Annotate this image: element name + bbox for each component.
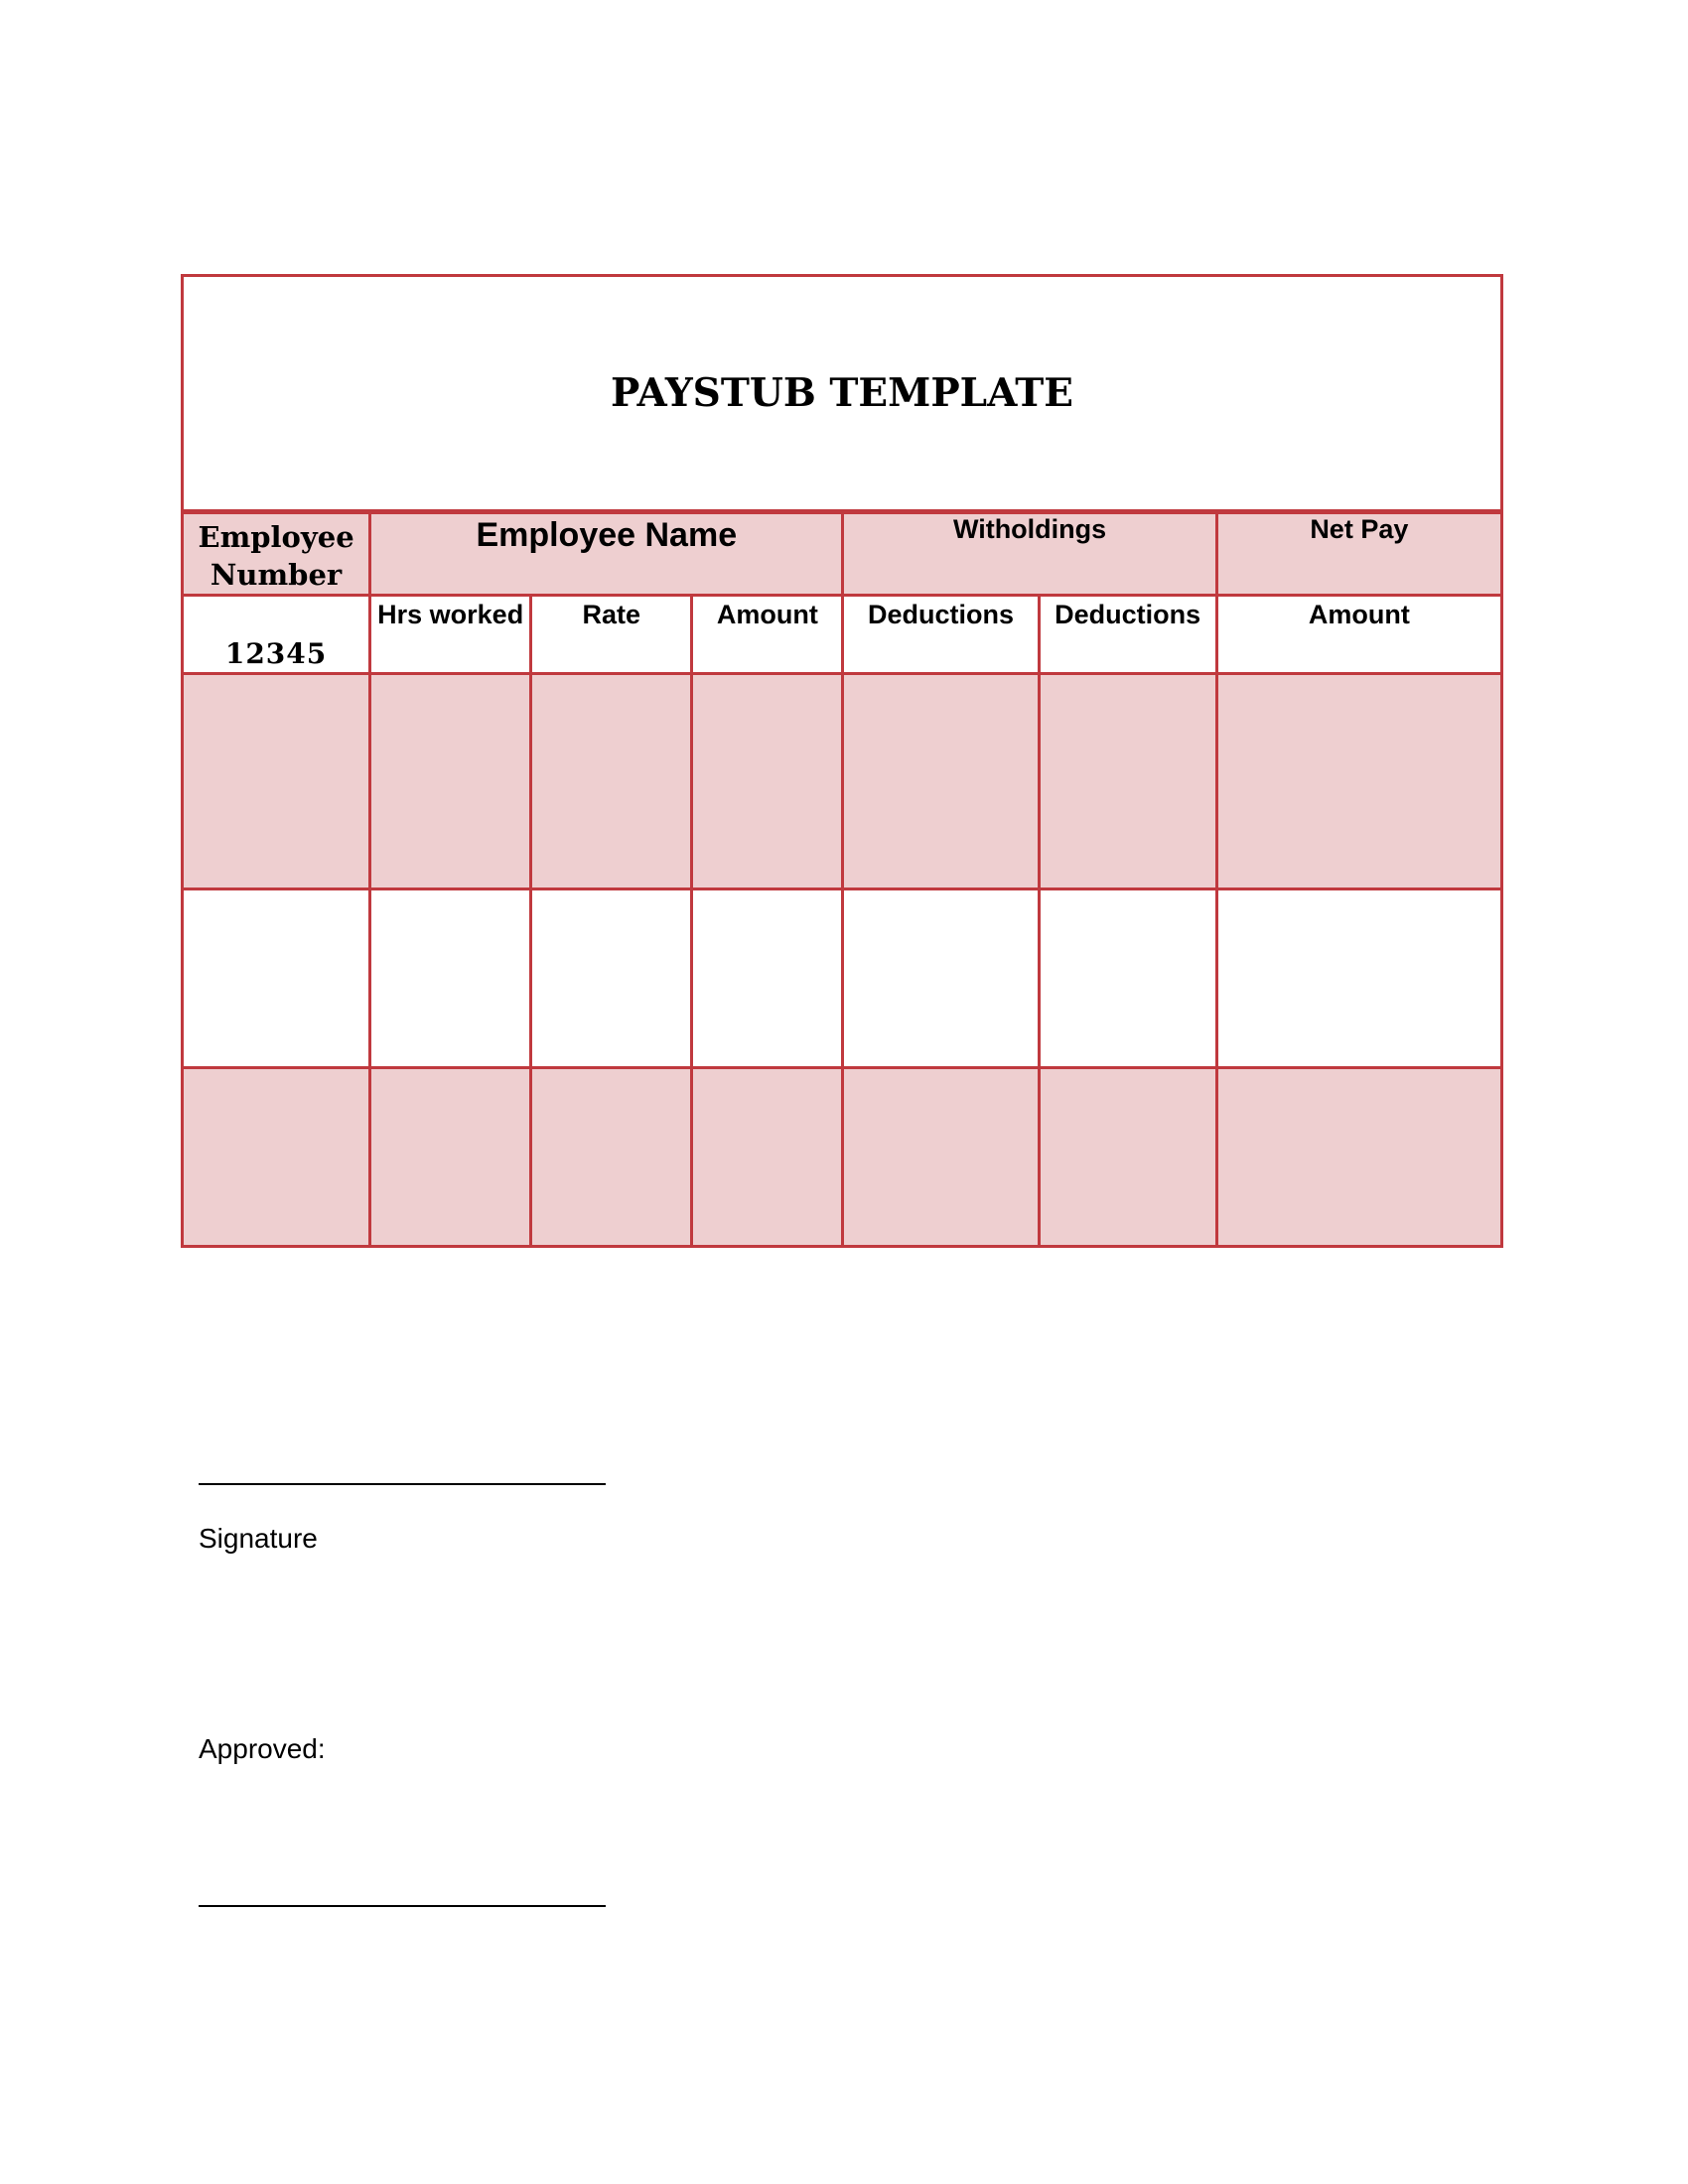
table-cell[interactable]	[531, 889, 692, 1068]
amount-header: Amount	[692, 596, 843, 674]
table-cell[interactable]	[843, 1068, 1039, 1247]
rate-header: Rate	[531, 596, 692, 674]
approved-label: Approved:	[199, 1733, 326, 1764]
deductions-header-1: Deductions	[843, 596, 1039, 674]
table-cell[interactable]	[692, 1068, 843, 1247]
employee-name-header: Employee Name	[370, 512, 843, 596]
net-pay-header: Net Pay	[1216, 512, 1501, 596]
page-title: PAYSTUB TEMPLATE	[183, 276, 1502, 512]
table-cell[interactable]	[370, 889, 531, 1068]
hrs-worked-header: Hrs worked	[370, 596, 531, 674]
table-cell[interactable]	[1039, 1068, 1216, 1247]
signature-label: Signature	[199, 1523, 318, 1554]
table-cell[interactable]	[370, 1068, 531, 1247]
net-amount-header: Amount	[1216, 596, 1501, 674]
table-cell[interactable]	[1039, 889, 1216, 1068]
table-cell[interactable]	[183, 1068, 370, 1247]
table-cell[interactable]	[183, 889, 370, 1068]
table-row	[183, 1068, 1502, 1247]
table-cell[interactable]	[1216, 889, 1501, 1068]
table-cell[interactable]	[692, 889, 843, 1068]
employee-number-value: 12345	[183, 596, 370, 674]
deductions-header-2: Deductions	[1039, 596, 1216, 674]
table-cell[interactable]	[531, 1068, 692, 1247]
table-cell[interactable]	[183, 674, 370, 889]
table-cell[interactable]	[1039, 674, 1216, 889]
table-cell[interactable]	[843, 889, 1039, 1068]
table-cell[interactable]	[531, 674, 692, 889]
witholdings-header: Witholdings	[843, 512, 1216, 596]
employee-number-header: Employee Number	[183, 512, 370, 596]
header-row	[183, 512, 1502, 596]
table-cell[interactable]	[692, 674, 843, 889]
approval-signature-line[interactable]	[199, 1905, 606, 1907]
table-row	[183, 674, 1502, 889]
table-cell[interactable]	[1216, 674, 1501, 889]
table-cell[interactable]	[1216, 1068, 1501, 1247]
table-row	[183, 889, 1502, 1068]
table-cell[interactable]	[370, 674, 531, 889]
subheader-row	[183, 596, 1502, 674]
paystub-table	[181, 274, 1503, 1248]
signature-line[interactable]	[199, 1483, 606, 1485]
table-cell[interactable]	[843, 674, 1039, 889]
